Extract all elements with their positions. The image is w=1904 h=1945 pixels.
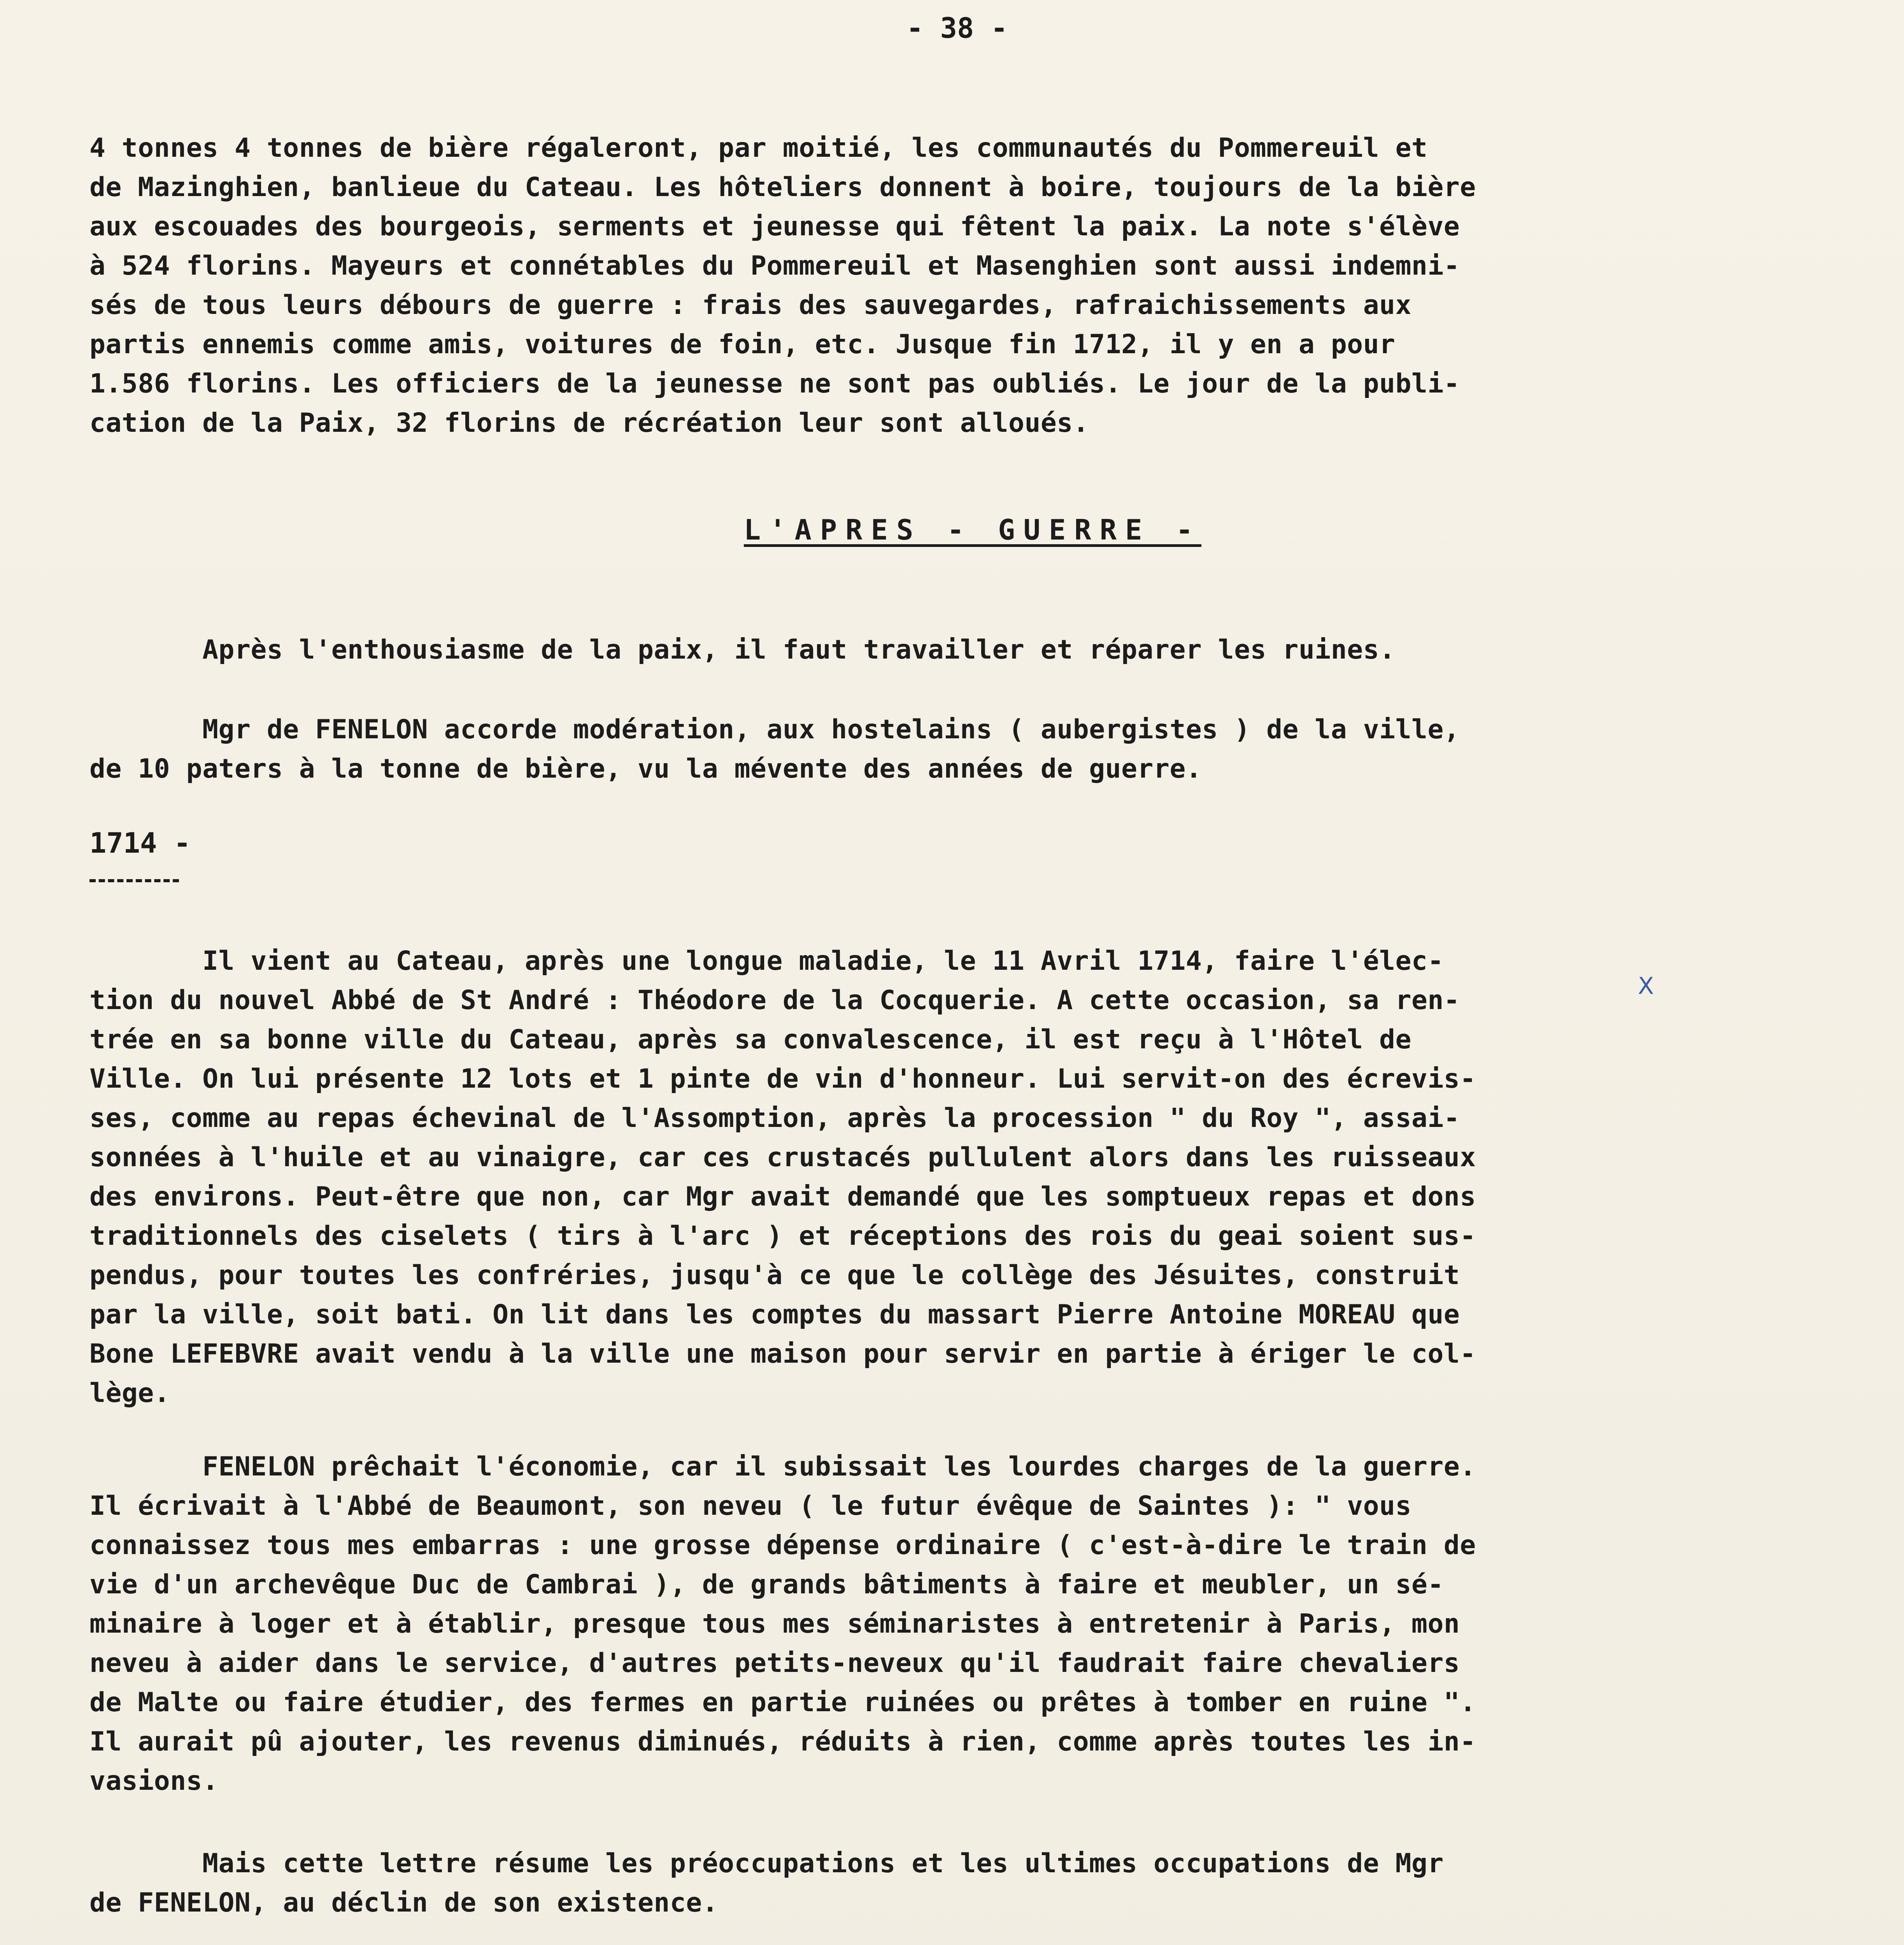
page-number: - 38 -: [906, 12, 1008, 44]
paragraph-abbey-election: Il vient au Cateau, après une longue maladie, le 11 Avril 1714, faire l'élec- tion du nouvel Abbé de St André : Théodore de la Cocquerie. A cette occasion, sa ren- trée en sa bonne ville du Cateau, après sa convalescence, il est reçu à l'Hôtel de Ville. On lui présente 12 lots et 1 pinte de vin d'honneur. Lui servit-on des écrevis- ses, comme au repas échevinal de l'Assomption, après la procession " du Roy ", assai- sonnées à l'huile et au vinaigre, car ces crustacés pullulent alors dans les ruisseaux des environs. Peut-être que non, car Mgr avait demandé que les somptueux repas et dons traditionnels des ciselets ( tirs à l'arc ) et réceptions des rois du geai soient sus- pendus, pour toutes les confréries, jusqu'à ce que le collège des Jésuites, construit par la ville, soit bati. On lit dans les comptes du massart Pierre Antoine MOREAU que Bone LEFEBVRE avait vendu à la ville une maison pour servir en partie à ériger le col- lège.: [89, 946, 1476, 1409]
year-heading: 1714 -: [89, 827, 191, 859]
paragraph-beer-distribution: 4 tonnes 4 tonnes de bière régaleront, par moitié, les communautés du Pommereuil et de Mazinghien, banlieue du Cateau. Les hôteliers donnent à boire, toujours de la bière aux escouades des bourgeois, serments et jeunesse qui fêtent la paix. La note s'élève à 524 florins. Mayeurs et connétables du Pommereuil et Masenghien sont aussi indemni- sés de tous leurs débours de guerre : frais des sauvegardes, rafraichissements aux partis ennemis comme amis, voitures de foin, etc. Jusque fin 1712, il y en a pour 1.586 florins. Les officiers de la jeunesse ne sont pas oubliés. Le jour de la publi- cation de la Paix, 32 florins de récréation leur sont alloués.: [89, 133, 1476, 438]
insert-mark: X: [1638, 972, 1654, 1000]
section-heading: L'APRES - GUERRE -: [743, 513, 1202, 546]
paragraph-innkeepers: Mgr de FENELON accorde modération, aux hostelains ( aubergistes ) de la ville, de 10 paters à la tonne de bière, vu la mévente des années de guerre.: [89, 714, 1460, 784]
paragraph-letter-summary: Mais cette lettre résume les préoccupations et les ultimes occupations de Mgr de FENELON, au déclin de son existence.: [89, 1848, 1444, 1918]
year-heading-rule: [89, 879, 179, 882]
paragraph-after-peace: Après l'enthousiasme de la paix, il faut travailler et réparer les ruines.: [89, 634, 1396, 665]
paragraph-fenelon-economy: FENELON prêchait l'économie, car il subissait les lourdes charges de la guerre. Il écrivait à l'Abbé de Beaumont, son neveu ( le futur évêque de Saintes ): " vous connaissez tous mes embarras : une grosse dépense ordinaire ( c'est-à-dire le train de vie d'un archevêque Duc de Cambrai ), de grands bâtiments à faire et meubler, un sé- minaire à loger et à établir, presque tous mes séminaristes à entretenir à Paris, mon neveu à aider dans le service, d'autres petits-neveux qu'il faudrait faire chevaliers de Malte ou faire étudier, des fermes en partie ruinées ou prêtes à tomber en ruine ". Il aurait pû ajouter, les revenus diminués, réduits à rien, comme après toutes les in- vasions.: [89, 1451, 1476, 1796]
